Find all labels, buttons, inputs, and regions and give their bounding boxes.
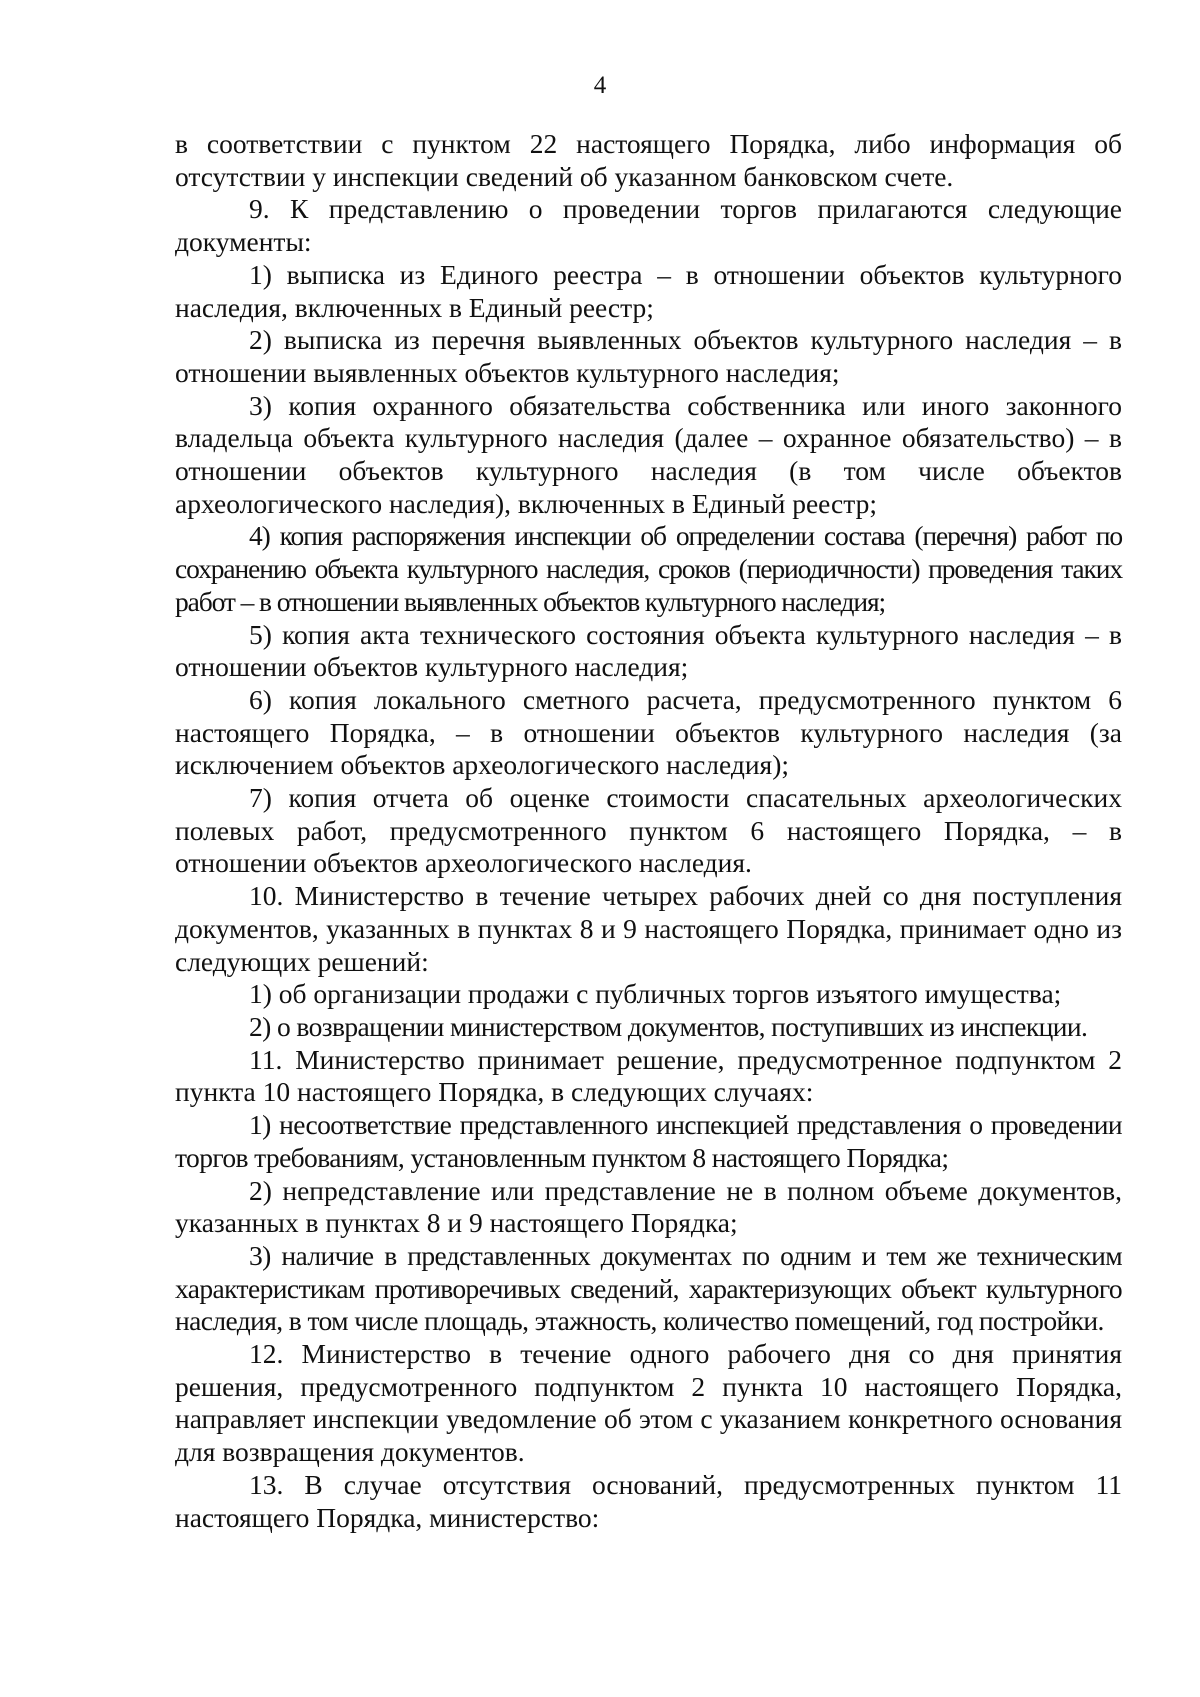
paragraph: 2) о возвращении министерством документов, поступивших из инспекции. [249,1010,1088,1042]
paragraph: 3) копия охранного обязательства собственника или иного законного владельца объекта культурного наследия (далее – охранное обязательство) – в отношении объектов культурного наследия (в том числе объектов археологического наследия), включенных в Единый реестр; [175,389,1122,519]
paragraph: 1) об организации продажи с публичных торгов изъятого имущества; [249,978,1062,1010]
page-number: 4 [593,72,607,99]
document-body [175,128,1122,1534]
paragraph: 6) копия локального сметного расчета, предусмотренного пунктом 6 настоящего Порядка, – в отношении объектов культурного наследия (за исключением объектов археологического наследия); [175,683,1122,781]
paragraph: 1) несоответствие представленного инспекцией представления о проведении торгов требованиям, установленным пунктом 8 настоящего Порядка; [175,1109,1122,1173]
paragraph: 3) наличие в представленных документах по одним и тем же техническим характеристикам противоречивых сведений, характеризующих объект культурного наследия, в том числе площадь, этажность, количество помещений, год постройки. [175,1239,1122,1337]
paragraph: 5) копия акта технического состояния объекта культурного наследия – в отношении объектов культурного наследия; [175,618,1122,683]
paragraph: 7) копия отчета об оценке стоимости спасательных археологических полевых работ, предусмотренного пунктом 6 настоящего Порядка, – в отношении объектов археологического наследия. [175,782,1122,879]
paragraph: 13. В случае отсутствия оснований, предусмотренных пунктом 11 настоящего Порядка, министерство: [175,1468,1122,1533]
paragraph: в соответствии с пунктом 22 настоящего Порядка, либо информация об отсутствии у инспекции сведений об указанном банковском счете. [175,128,1122,192]
paragraph: 2) непредставление или представление не в полном объеме документов, указанных в пунктах 8 и 9 настоящего Порядка; [175,1174,1122,1239]
paragraph: 2) выписка из перечня выявленных объектов культурного наследия – в отношении выявленных объектов культурного наследия; [175,324,1122,388]
paragraph: 12. Министерство в течение одного рабочего дня со дня принятия решения, предусмотренного подпунктом 2 пункта 10 настоящего Порядка, направляет инспекции уведомление об этом с указанием конкретного основания для возвращения документов. [175,1338,1122,1468]
paragraph: 9. К представлению о проведении торгов прилагаются следующие документы: [175,193,1122,258]
paragraph: 11. Министерство принимает решение, предусмотренное подпунктом 2 пункта 10 настоящего Порядка, в следующих случаях: [175,1043,1122,1108]
paragraph: 4) копия распоряжения инспекции об определении состава (перечня) работ по сохранению объекта культурного наследия, сроков (периодичности) проведения таких работ – в отношении выявленных объектов культурного наследия; [175,520,1122,617]
paragraph: 1) выписка из Единого реестра – в отношении объектов культурного наследия, включенных в Единый реестр; [175,258,1122,323]
paragraph: 10. Министерство в течение четырех рабочих дней со дня поступления документов, указанных в пунктах 8 и 9 настоящего Порядка, принимает одно из следующих решений: [175,880,1122,977]
